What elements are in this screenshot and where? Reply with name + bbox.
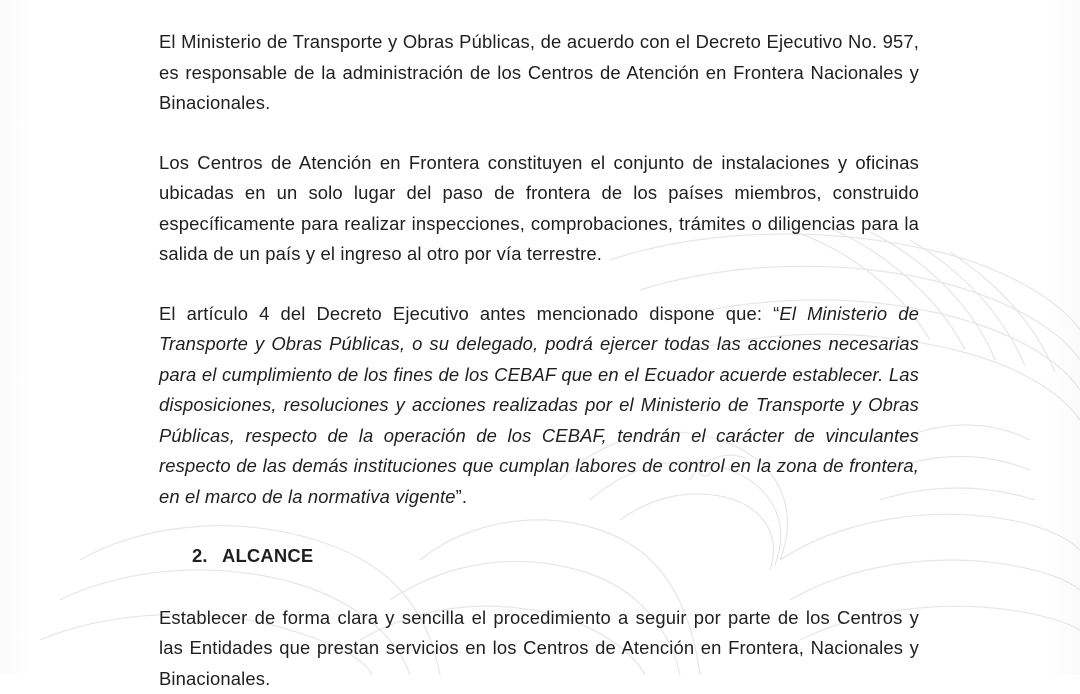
article-4-quote: El Ministerio de Transporte y Obras Públicas, o su delegado, podrá ejercer todas las acciones necesarias para el cumplimiento de los fines de los CEBAF que en el Ecuador acuerde establecer. Las disposiciones, resoluciones y acciones realizadas por el Ministerio de Transporte y Obras Públicas, respecto de la operación de los CEBAF, tendrán el carácter de vinculantes respecto de las demás instituciones que cumplan labores de control en la zona de frontera, en el marco de la normativa vigente xyxy=(159,303,919,507)
section-number: 2. xyxy=(192,541,222,572)
paragraph-article-4 xyxy=(159,299,919,513)
section-title: ALCANCE xyxy=(222,545,313,566)
paragraph-decree-responsibility: El Ministerio de Transporte y Obras Públicas, de acuerdo con el Decreto Ejecutivo No. 957, es responsable de la administración de los Centros de Atención en Frontera Nacionales y Binacionales. xyxy=(159,27,919,119)
paragraph-cebaf-definition: Los Centros de Atención en Frontera constituyen el conjunto de instalaciones y oficinas ubicadas en un solo lugar del paso de frontera de los países miembros, construido específicamente para realizar inspecciones, comprobaciones, trámites o diligencias para la salida de un país y el ingreso al otro por vía terrestre. xyxy=(159,148,919,270)
document-body xyxy=(159,27,919,694)
article-4-closing: ”. xyxy=(456,486,468,507)
paragraph-alcance: Establecer de forma clara y sencilla el procedimiento a seguir por parte de los Centros y las Entidades que prestan servicios en los Centros de Atención en Frontera, Nacionales y Binacionales. xyxy=(159,603,919,694)
article-4-intro: El artículo 4 del Decreto Ejecutivo antes mencionado dispone que: “ xyxy=(159,303,779,324)
section-heading-alcance xyxy=(192,541,919,572)
